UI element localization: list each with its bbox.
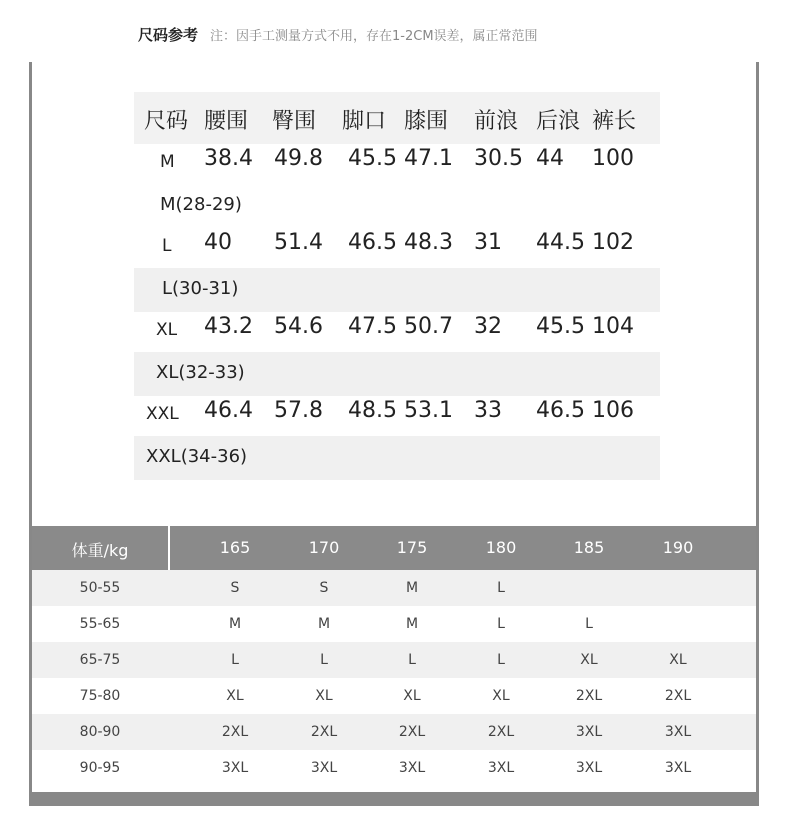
size-cell: 2XL: [310, 724, 338, 740]
size-cell: 3XL: [575, 724, 603, 740]
size-range-row: [134, 436, 660, 480]
table-cell: 49.8: [274, 146, 323, 171]
size-label: L: [162, 236, 172, 256]
size-cell: 3XL: [575, 760, 603, 776]
table-cell: 46.5: [536, 398, 585, 423]
size-cell: 3XL: [664, 724, 692, 740]
height-header: 165: [219, 538, 251, 557]
size-label: M: [160, 152, 175, 172]
table-cell: 48.5: [348, 398, 397, 423]
size-row: [134, 312, 660, 352]
size-range-label: M(28-29): [160, 194, 242, 215]
size-label: XXL: [146, 404, 179, 424]
size-cell: L: [497, 616, 505, 632]
column-header: 前浪: [474, 109, 519, 134]
size-cell: S: [319, 580, 329, 596]
size-cell: 2XL: [664, 688, 692, 704]
height-header: 170: [308, 538, 340, 557]
size-cell: XL: [315, 688, 333, 704]
measurement-note: 注：因手工测量方式不用，存在1-2CM误差，属正常范围: [210, 29, 538, 44]
table-cell: 31: [474, 230, 502, 255]
table-cell: 54.6: [274, 314, 323, 339]
size-range-label: L(30-31): [162, 278, 239, 299]
header-divider: [168, 526, 170, 570]
table-row: [32, 642, 756, 678]
table-row: [32, 714, 756, 750]
column-header: 后浪: [536, 109, 581, 134]
column-header: 尺码: [144, 109, 189, 134]
size-cell: 2XL: [221, 724, 249, 740]
table-row: [32, 750, 756, 786]
size-cell: XL: [226, 688, 244, 704]
size-cell: M: [405, 580, 419, 596]
table-cell: 30.5: [474, 146, 523, 171]
size-range-row: [134, 184, 660, 228]
table-cell: 46.4: [204, 398, 253, 423]
table-cell: 57.8: [274, 398, 323, 423]
size-cell: 3XL: [398, 760, 426, 776]
size-cell: S: [230, 580, 240, 596]
size-cell: M: [228, 616, 242, 632]
size-range-label: XXL(34-36): [146, 446, 248, 467]
page-header: [138, 24, 538, 45]
table-cell: 48.3: [404, 230, 453, 255]
height-header: 190: [662, 538, 694, 557]
weight-table-header: [32, 526, 756, 570]
weight-range: 65-75: [79, 652, 121, 668]
size-cell: 2XL: [398, 724, 426, 740]
table-cell: 44.5: [536, 230, 585, 255]
frame-bottom-border: [29, 792, 759, 806]
size-cell: M: [405, 616, 419, 632]
table-cell: 47.1: [404, 146, 453, 171]
table-cell: 46.5: [348, 230, 397, 255]
size-cell: L: [497, 652, 505, 668]
size-row: [134, 144, 660, 184]
table-row: [32, 570, 756, 606]
weight-range: 90-95: [79, 760, 121, 776]
size-cell: L: [231, 652, 239, 668]
table-row: [32, 606, 756, 642]
size-range-label: XL(32-33): [156, 362, 245, 383]
height-header: 185: [573, 538, 605, 557]
size-measurement-table: [134, 92, 660, 480]
table-cell: 45.5: [348, 146, 397, 171]
weight-range: 80-90: [79, 724, 121, 740]
page-title: 尺码参考: [138, 26, 199, 44]
size-cell: XL: [492, 688, 510, 704]
column-header: 腰围: [204, 109, 249, 134]
column-header: 膝围: [404, 109, 449, 134]
size-cell: 3XL: [310, 760, 338, 776]
table-cell: 51.4: [274, 230, 323, 255]
size-row: [134, 396, 660, 436]
height-header: 175: [396, 538, 428, 557]
size-cell: XL: [403, 688, 421, 704]
size-cell: L: [497, 580, 505, 596]
size-range-row: [134, 352, 660, 396]
table-cell: 40: [204, 230, 232, 255]
table-cell: 45.5: [536, 314, 585, 339]
weight-range: 50-55: [79, 580, 121, 596]
table-cell: 38.4: [204, 146, 253, 171]
table-cell: 33: [474, 398, 502, 423]
size-cell: 3XL: [487, 760, 515, 776]
table-cell: 43.2: [204, 314, 253, 339]
table-cell: 106: [592, 398, 634, 423]
size-row: [134, 228, 660, 268]
size-label: XL: [156, 320, 178, 340]
size-cell: L: [585, 616, 593, 632]
frame-right-border: [756, 62, 759, 806]
weight-range: 75-80: [79, 688, 121, 704]
table-cell: 102: [592, 230, 634, 255]
column-header: 脚口: [342, 109, 387, 134]
table-cell: 53.1: [404, 398, 453, 423]
size-cell: 2XL: [575, 688, 603, 704]
column-header: 裤长: [592, 109, 637, 134]
size-range-row: [134, 268, 660, 312]
table-cell: 47.5: [348, 314, 397, 339]
weight-range: 55-65: [79, 616, 121, 632]
size-cell: 2XL: [487, 724, 515, 740]
size-cell: XL: [580, 652, 598, 668]
height-header: 180: [485, 538, 517, 557]
table-cell: 50.7: [404, 314, 453, 339]
table-cell: 32: [474, 314, 502, 339]
table-cell: 100: [592, 146, 634, 171]
weight-height-table: [32, 526, 756, 786]
weight-column-header: 体重/kg: [71, 541, 129, 560]
size-cell: M: [317, 616, 331, 632]
size-table-header: [134, 92, 660, 144]
size-cell: L: [320, 652, 328, 668]
size-cell: 3XL: [664, 760, 692, 776]
size-cell: 3XL: [221, 760, 249, 776]
table-row: [32, 678, 756, 714]
table-cell: 44: [536, 146, 564, 171]
column-header: 臀围: [272, 109, 317, 134]
size-cell: L: [408, 652, 416, 668]
size-cell: XL: [669, 652, 687, 668]
table-cell: 104: [592, 314, 634, 339]
